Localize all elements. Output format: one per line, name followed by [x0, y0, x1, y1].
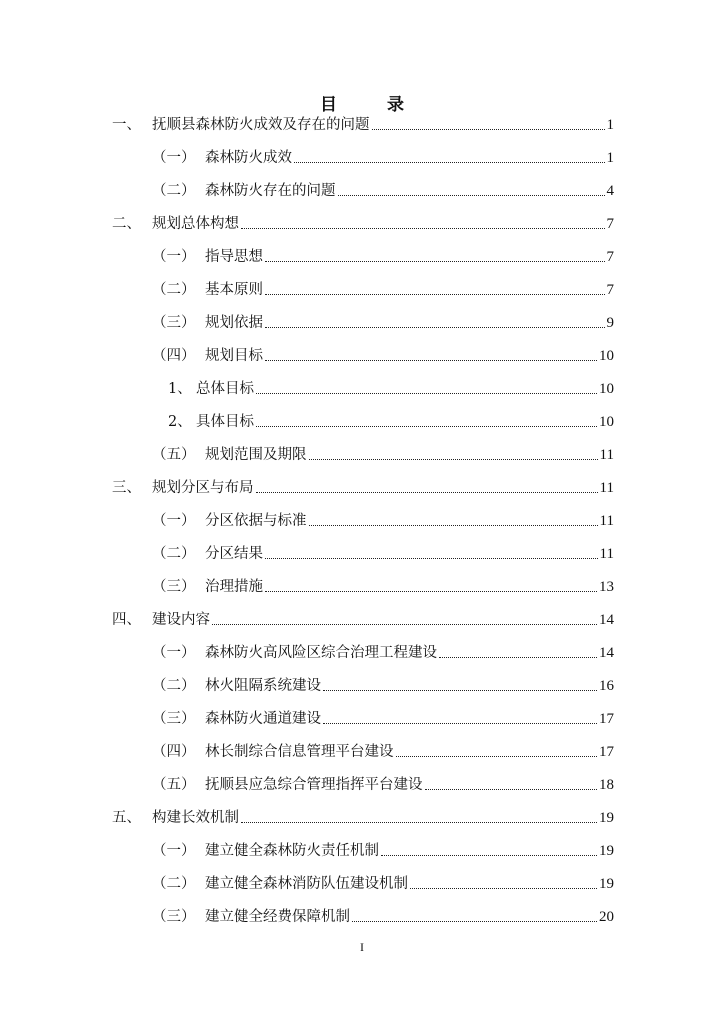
- toc-entry-title: 规划分区与布局: [152, 480, 254, 496]
- toc-entry-number: （一）: [152, 843, 196, 859]
- toc-entry-page: 11: [599, 480, 614, 496]
- toc-dot-leader: [396, 756, 598, 757]
- toc-entry-title: 规划范围及期限: [205, 447, 307, 463]
- toc-entry[interactable]: [152, 179, 614, 201]
- toc-entry-title: 森林防火成效: [205, 150, 292, 166]
- toc-entry-title: 林长制综合信息管理平台建设: [205, 744, 394, 760]
- toc-entry-page: 4: [606, 183, 614, 199]
- toc-entry[interactable]: [112, 806, 614, 828]
- toc-title: 目 录: [320, 95, 426, 115]
- toc-entry-page: 7: [606, 216, 614, 232]
- toc-entry-number: （五）: [152, 777, 196, 793]
- toc-entry[interactable]: [152, 872, 614, 894]
- toc-entry[interactable]: [152, 905, 614, 927]
- toc-dot-leader: [323, 690, 597, 691]
- toc-entry-page: 19: [599, 843, 614, 859]
- toc-dot-leader: [256, 393, 597, 394]
- toc-entry-page: 18: [599, 777, 614, 793]
- toc-entry-number: 1、: [168, 381, 192, 397]
- toc-entry-number: （二）: [152, 546, 196, 562]
- toc-dot-leader: [323, 723, 597, 724]
- toc-entry-number: 2、: [168, 414, 192, 430]
- toc-entry[interactable]: [168, 377, 614, 399]
- toc-entry-title: 指导思想: [205, 249, 263, 265]
- toc-entry-number: 二、: [112, 216, 141, 232]
- toc-entry-title: 规划依据: [205, 315, 263, 331]
- toc-entry-page: 20: [599, 909, 614, 925]
- toc-entry-number: 三、: [112, 480, 141, 496]
- toc-entry-number: （一）: [152, 249, 196, 265]
- toc-entry[interactable]: [152, 839, 614, 861]
- toc-entry-title: 规划目标: [205, 348, 263, 364]
- toc-entry-number: （一）: [152, 150, 196, 166]
- toc-dot-leader: [212, 624, 597, 625]
- toc-entry-number: （二）: [152, 282, 196, 298]
- toc-entry-page: 11: [599, 546, 614, 562]
- toc-dot-leader: [256, 492, 598, 493]
- toc-entry-page: 11: [599, 447, 614, 463]
- toc-entry-page: 11: [599, 513, 614, 529]
- toc-entry-number: （三）: [152, 579, 196, 595]
- toc-dot-leader: [381, 855, 597, 856]
- toc-dot-leader: [309, 459, 598, 460]
- toc-entry-title: 构建长效机制: [152, 810, 239, 826]
- toc-entry-title: 森林防火高风险区综合治理工程建设: [205, 645, 437, 661]
- toc-entry-title: 建立健全森林消防队伍建设机制: [205, 876, 408, 892]
- toc-dot-leader: [256, 426, 597, 427]
- toc-entry-title: 分区结果: [205, 546, 263, 562]
- toc-dot-leader: [352, 921, 597, 922]
- toc-entry-number: （五）: [152, 447, 196, 463]
- toc-entry-number: 四、: [112, 612, 141, 628]
- toc-dot-leader: [372, 129, 605, 130]
- toc-entry-page: 10: [599, 414, 614, 430]
- toc-entry-title: 抚顺县森林防火成效及存在的问题: [152, 117, 370, 133]
- toc-entry-page: 10: [599, 348, 614, 364]
- toc-entry-title: 林火阻隔系统建设: [205, 678, 321, 694]
- toc-entry-page: 19: [599, 876, 614, 892]
- toc-entry-page: 13: [599, 579, 614, 595]
- toc-entry-title: 建立健全经费保障机制: [205, 909, 350, 925]
- toc-entry-title: 建立健全森林防火责任机制: [205, 843, 379, 859]
- toc-entry[interactable]: [152, 674, 614, 696]
- toc-entry-number: 五、: [112, 810, 141, 826]
- toc-entry[interactable]: [152, 641, 614, 663]
- toc-entry-title: 具体目标: [196, 414, 254, 430]
- toc-dot-leader: [439, 657, 597, 658]
- toc-entry[interactable]: [112, 608, 614, 630]
- toc-entry-title: 抚顺县应急综合管理指挥平台建设: [205, 777, 423, 793]
- toc-entry-number: （三）: [152, 711, 196, 727]
- toc-entry-number: （四）: [152, 348, 196, 364]
- toc-entry-page: 17: [599, 744, 614, 760]
- toc-dot-leader: [241, 228, 605, 229]
- toc-entry[interactable]: [152, 146, 614, 168]
- toc-dot-leader: [410, 888, 597, 889]
- toc-entry-page: 1: [606, 150, 614, 166]
- toc-entry-number: （一）: [152, 645, 196, 661]
- toc-dot-leader: [241, 822, 597, 823]
- toc-entry-page: 1: [606, 117, 614, 133]
- toc-dot-leader: [265, 294, 605, 295]
- toc-entry-number: （二）: [152, 876, 196, 892]
- toc-dot-leader: [265, 591, 597, 592]
- toc-entry-number: （四）: [152, 744, 196, 760]
- toc-entry-page: 14: [599, 645, 614, 661]
- toc-entry-title: 总体目标: [196, 381, 254, 397]
- toc-entry[interactable]: [152, 542, 614, 564]
- toc-entry[interactable]: [152, 773, 614, 795]
- toc-entry[interactable]: [152, 707, 614, 729]
- toc-dot-leader: [309, 525, 598, 526]
- toc-entry-number: （三）: [152, 909, 196, 925]
- toc-entry[interactable]: [152, 245, 614, 267]
- toc-entry-page: 19: [599, 810, 614, 826]
- toc-entry-page: 16: [599, 678, 614, 694]
- toc-entry[interactable]: [152, 278, 614, 300]
- toc-entry-number: （三）: [152, 315, 196, 331]
- toc-entry[interactable]: [152, 311, 614, 333]
- toc-entry-title: 规划总体构想: [152, 216, 239, 232]
- toc-entry-number: （二）: [152, 183, 196, 199]
- toc-entry[interactable]: [152, 740, 614, 762]
- toc-entry-page: 10: [599, 381, 614, 397]
- toc-dot-leader: [265, 261, 605, 262]
- toc-entry-page: 7: [606, 249, 614, 265]
- toc-entry-number: （一）: [152, 513, 196, 529]
- toc-entry[interactable]: [152, 575, 614, 597]
- toc-dot-leader: [294, 162, 605, 163]
- toc-entry-page: 9: [606, 315, 614, 331]
- toc-entry-page: 14: [599, 612, 614, 628]
- toc-dot-leader: [265, 327, 605, 328]
- page-number-footer: I: [360, 940, 364, 954]
- toc-entry-page: 17: [599, 711, 614, 727]
- toc-entry[interactable]: [152, 344, 614, 366]
- toc-dot-leader: [425, 789, 598, 790]
- toc-entry-title: 建设内容: [152, 612, 210, 628]
- toc-dot-leader: [338, 195, 605, 196]
- toc-entry-title: 基本原则: [205, 282, 263, 298]
- toc-entry-title: 森林防火存在的问题: [205, 183, 336, 199]
- toc-dot-leader: [265, 360, 597, 361]
- toc-entry-title: 治理措施: [205, 579, 263, 595]
- toc-entry[interactable]: [112, 113, 614, 135]
- toc-entry[interactable]: [112, 212, 614, 234]
- toc-dot-leader: [265, 558, 598, 559]
- toc-entry[interactable]: [168, 410, 614, 432]
- toc-entry-title: 森林防火通道建设: [205, 711, 321, 727]
- toc-entry-number: （二）: [152, 678, 196, 694]
- toc-entry-title: 分区依据与标准: [205, 513, 307, 529]
- toc-entry-page: 7: [606, 282, 614, 298]
- toc-entry[interactable]: [152, 509, 614, 531]
- toc-entry-number: 一、: [112, 117, 141, 133]
- toc-entry[interactable]: [112, 476, 614, 498]
- toc-entry[interactable]: [152, 443, 614, 465]
